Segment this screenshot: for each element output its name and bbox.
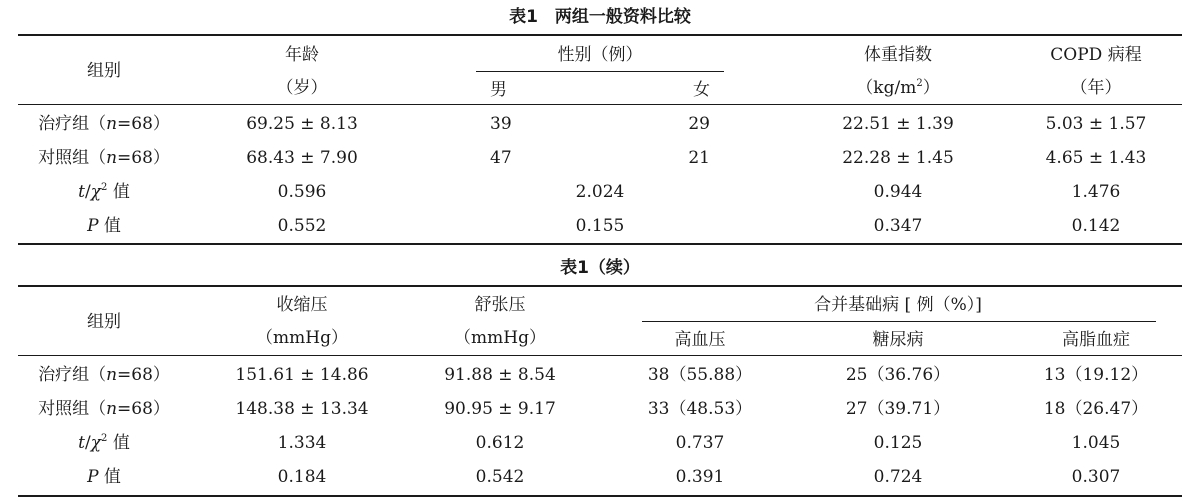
table1-cont-stat-t-hypertension: 0.737 <box>675 433 725 453</box>
table1-header-age-unit: （岁） <box>276 78 328 98</box>
table1-cont-row-label: 治疗组（n=68） <box>38 365 170 385</box>
table1-cell-bmi: 22.51 ± 1.39 <box>842 114 954 134</box>
table1-bottom-rule <box>18 243 1182 245</box>
table1-cont-stat-p-sbp: 0.184 <box>277 467 327 487</box>
table1-header-copd: COPD 病程 <box>1050 45 1142 65</box>
table1-cont-header-hypertension: 高血压 <box>674 330 726 350</box>
table1-cont-stat-p-dbp: 0.542 <box>475 467 525 487</box>
table1-cont-row-label: 对照组（n=68） <box>38 399 170 419</box>
table1-cont-header-group: 组别 <box>87 312 121 332</box>
table1-cell-bmi: 22.28 ± 1.45 <box>842 148 954 168</box>
table1-header-copd-unit: （年） <box>1070 78 1122 98</box>
table1-stat-t-sex: 2.024 <box>575 182 625 202</box>
table1-header-age: 年龄 <box>285 45 319 65</box>
table1-cont-stat-t-dbp: 0.612 <box>475 433 525 453</box>
table1-top-rule <box>18 34 1182 36</box>
table1-header-bmi-unit: $(kg/m^2)$ <box>856 78 940 98</box>
table1-cont-header-dbp-unit: （mmHg） <box>454 328 546 348</box>
table1-stat-p-label: P 值 <box>87 216 121 236</box>
table1-cont-stat-p-hypertension: 0.391 <box>675 467 725 487</box>
table1-stat-p-sex: 0.155 <box>575 216 625 236</box>
table1-cont-header-sbp-unit: （mmHg） <box>256 328 348 348</box>
table1-cont-stat-p-diabetes: 0.724 <box>873 467 923 487</box>
table1-cont-cell-hypertension: 38（55.88） <box>647 365 753 385</box>
table1-cont-header-rule <box>18 355 1182 356</box>
table1-header-female: 女 <box>693 80 710 100</box>
table1-cont-bottom-rule <box>18 495 1182 497</box>
table1-cont-stat-p-label: P 值 <box>87 467 121 487</box>
table1-cell-male: 39 <box>490 114 512 134</box>
table1-stat-t-age: 0.596 <box>277 182 327 202</box>
table1-cont-caption: 表1（续） <box>560 258 640 278</box>
table1-cont-header-comorbidity: 合并基础病 [ 例（%）] <box>814 295 982 315</box>
table1-cell-copd: 4.65 ± 1.43 <box>1045 148 1147 168</box>
table1-caption: 表1 两组一般资料比较 <box>509 7 691 27</box>
table1-stat-p-age: 0.552 <box>277 216 327 236</box>
table1-cont-cell-hyperlipidemia: 18（26.47） <box>1043 399 1149 419</box>
table1-cell-copd: 5.03 ± 1.57 <box>1045 114 1147 134</box>
table1-cont-cell-dbp: 90.95 ± 9.17 <box>444 399 556 419</box>
table1-cont-cell-dbp: 91.88 ± 8.54 <box>444 365 556 385</box>
table1-stat-t-bmi: 0.944 <box>873 182 923 202</box>
table1-cont-cell-sbp: 151.61 ± 14.86 <box>235 365 369 385</box>
table1-stat-p-bmi: 0.347 <box>873 216 923 236</box>
table1-header-male: 男 <box>490 80 507 100</box>
table1-cell-male: 47 <box>490 148 512 168</box>
table1-cont-stat-t-sbp: 1.334 <box>277 433 327 453</box>
table1-header-rule <box>18 104 1182 105</box>
table1-header-sex: 性别（例） <box>557 45 643 65</box>
table1-cont-cell-hyperlipidemia: 13（19.12） <box>1043 365 1149 385</box>
table1-cont-header-sbp: 收缩压 <box>276 295 328 315</box>
table1-cell-female: 21 <box>688 148 710 168</box>
table1-cell-female: 29 <box>688 114 710 134</box>
table1-cont-cell-diabetes: 25（36.76） <box>845 365 951 385</box>
table1-cont-header-hyperlipidemia: 高脂血症 <box>1062 330 1130 350</box>
table1-cont-cell-hypertension: 33（48.53） <box>647 399 753 419</box>
table1-cont-cell-sbp: 148.38 ± 13.34 <box>235 399 369 419</box>
table1-cont-comorbidity-subrule <box>642 321 1156 322</box>
table1-cell-age: 69.25 ± 8.13 <box>246 114 358 134</box>
table1-cont-stat-t-diabetes: 0.125 <box>873 433 923 453</box>
table1-stat-t-label: $t/\chi^2$ 值 <box>78 182 130 202</box>
table1-header-bmi: 体重指数 <box>864 45 932 65</box>
table1-cell-age: 68.43 ± 7.90 <box>246 148 358 168</box>
table1-cont-top-rule <box>18 285 1182 287</box>
table1-row-label: 治疗组（n=68） <box>38 114 170 134</box>
table1-row-label: 对照组（n=68） <box>38 148 170 168</box>
table1-cont-header-diabetes: 糖尿病 <box>872 330 924 350</box>
table1-cont-cell-diabetes: 27（39.71） <box>845 399 951 419</box>
table1-header-group: 组别 <box>87 61 121 81</box>
table1-cont-stat-t-hyperlipidemia: 1.045 <box>1071 433 1121 453</box>
table1-stat-t-copd: 1.476 <box>1071 182 1121 202</box>
table1-cont-header-dbp: 舒张压 <box>474 295 526 315</box>
table1-cont-stat-p-hyperlipidemia: 0.307 <box>1071 467 1121 487</box>
table1-stat-p-copd: 0.142 <box>1071 216 1121 236</box>
table1-sex-subrule <box>476 71 724 72</box>
table1-cont-stat-t-label: $t/\chi^2$ 值 <box>78 433 130 453</box>
